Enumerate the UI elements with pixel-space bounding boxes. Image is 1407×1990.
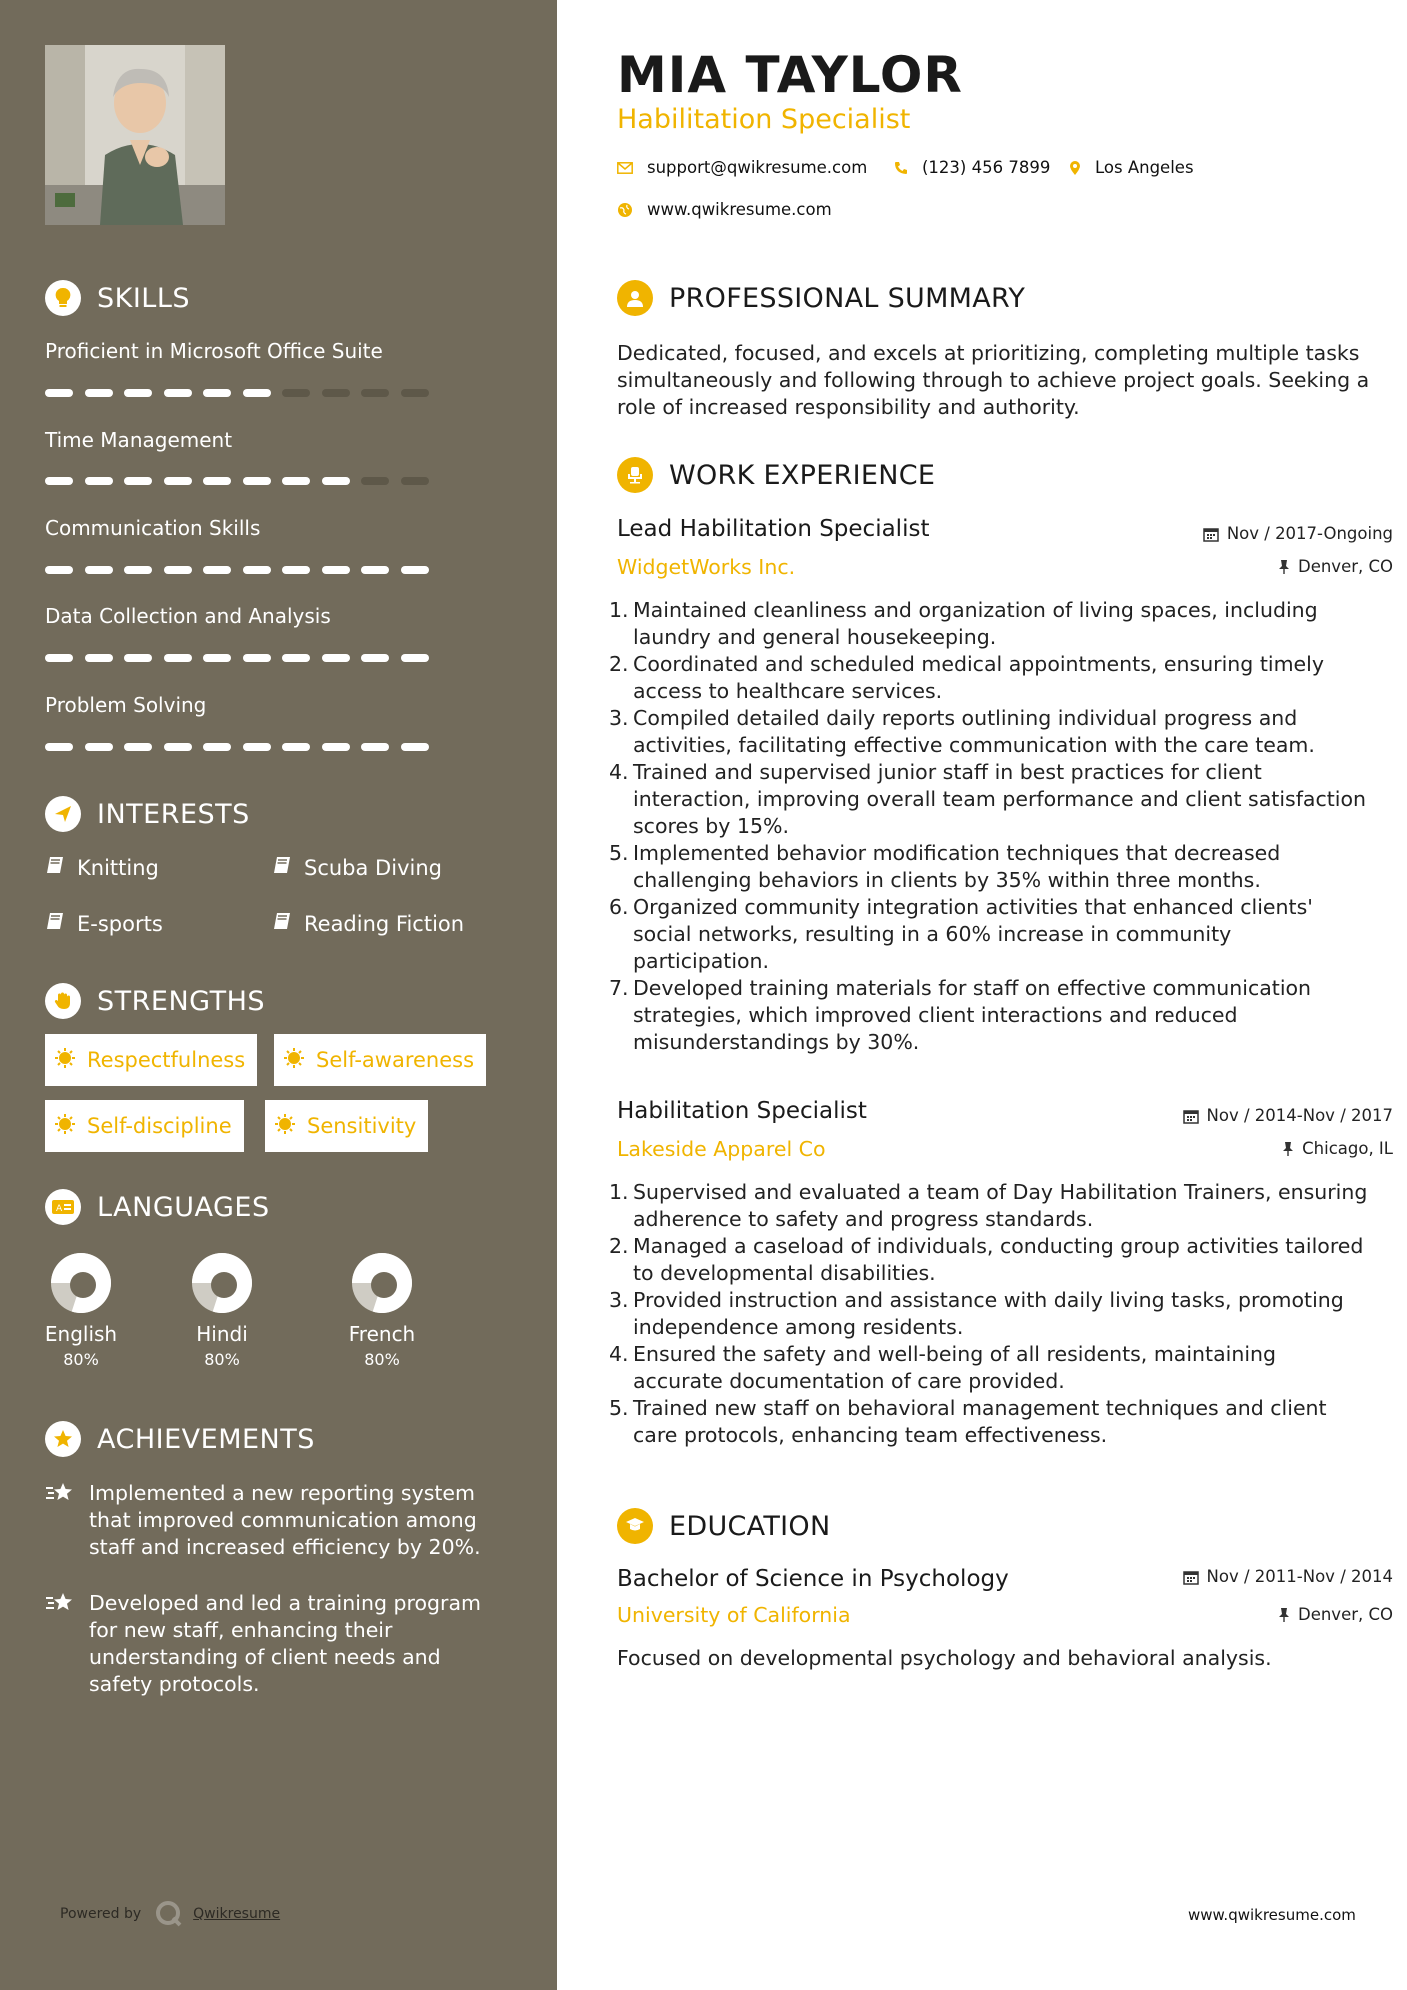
- achievement-item: [45, 1480, 505, 1561]
- bullet-text: Ensured the safety and well-being of all residents, maintaining accurate documentation of care provided.: [633, 1342, 1277, 1393]
- interests-heading: [45, 796, 250, 832]
- bullet-text: Supervised and evaluated a team of Day Habilitation Trainers, ensuring adherence to safety and progress standards.: [633, 1180, 1368, 1231]
- skill-name: Problem Solving: [45, 693, 207, 717]
- language-donut: [48, 1250, 114, 1316]
- skill-dash: [85, 743, 113, 751]
- bullet-number: 4.: [609, 1342, 629, 1366]
- job-bullet: [609, 1341, 1369, 1395]
- hand-icon: [45, 983, 81, 1019]
- skill-dash: [164, 654, 192, 662]
- bullet-number: 7.: [609, 976, 629, 1000]
- phone-icon: [894, 161, 908, 175]
- skill-name: Data Collection and Analysis: [45, 604, 331, 628]
- skill-dash: [361, 566, 389, 574]
- skill-dash: [282, 566, 310, 574]
- skill-dash: [203, 566, 231, 574]
- skill-dash: [203, 477, 231, 485]
- job-dates: [1203, 524, 1393, 543]
- skill-dash: [203, 743, 231, 751]
- interest-label: E-sports: [77, 911, 163, 936]
- achievement-item: [45, 1590, 505, 1698]
- job-location: [1278, 557, 1393, 576]
- job-bullet: [609, 1233, 1369, 1287]
- skill-name: Communication Skills: [45, 516, 261, 540]
- sun-icon: [55, 1114, 75, 1139]
- summary-title: PROFESSIONAL SUMMARY: [669, 282, 1026, 314]
- summary-heading: [617, 280, 1025, 316]
- language-name: English: [44, 1322, 118, 1346]
- school: University of California: [617, 1603, 851, 1627]
- shooting-star-icon: [45, 1480, 77, 1561]
- strength-label: Self-discipline: [87, 1114, 232, 1138]
- job-location-text: Chicago, IL: [1302, 1139, 1393, 1158]
- skill-dash: [45, 743, 73, 751]
- skill-dash: [45, 389, 73, 397]
- skill-dash: [124, 389, 152, 397]
- job-bullet: [609, 1179, 1369, 1233]
- skill-dash: [164, 743, 192, 751]
- skill-bar: [45, 566, 440, 574]
- phone-text: (123) 456 7899: [922, 158, 1051, 177]
- svg-text:A: A: [56, 1204, 63, 1214]
- footer-url[interactable]: www.qwikresume.com: [1188, 1906, 1356, 1924]
- skill-dash: [361, 477, 389, 485]
- job-bullet: [609, 597, 1369, 651]
- skill-dash: [282, 743, 310, 751]
- skill-dash: [322, 389, 350, 397]
- language-name: Hindi: [196, 1322, 248, 1346]
- strength-chip: [45, 1034, 257, 1086]
- skill-dash: [361, 389, 389, 397]
- job-bullets: [609, 1179, 1369, 1449]
- bullet-text: Provided instruction and assistance with daily living tasks, promoting independence among residents.: [633, 1288, 1344, 1339]
- paper-plane-icon: [45, 796, 81, 832]
- shooting-star-icon: [45, 1590, 77, 1698]
- skill-dash: [85, 654, 113, 662]
- interest-label: Knitting: [77, 855, 159, 880]
- skill-dash: [243, 654, 271, 662]
- map-pin-icon: [1069, 160, 1081, 176]
- job-company: WidgetWorks Inc.: [617, 555, 796, 579]
- language-item: [21, 1250, 141, 1369]
- candidate-name: MIA TAYLOR: [617, 46, 963, 104]
- skill-dash: [85, 566, 113, 574]
- calendar-icon: [1203, 526, 1219, 542]
- summary-text: Dedicated, focused, and excels at prioritizing, completing multiple tasks simultaneously and following through to achieve project goals. Seeking a role of increased responsibility and authority.: [617, 341, 1370, 419]
- achievements-title: ACHIEVEMENTS: [97, 1423, 315, 1455]
- bullet-text: Organized community integration activities that enhanced clients' social networks, resulting in a 60% increase in community participation.: [633, 895, 1313, 973]
- bullet-number: 1.: [609, 598, 629, 622]
- language-icon: [45, 1189, 81, 1225]
- language-name: French: [348, 1322, 416, 1346]
- sun-icon: [284, 1048, 304, 1073]
- education-location-text: Denver, CO: [1297, 1605, 1393, 1624]
- donut-hole: [70, 1272, 96, 1298]
- job-company: Lakeside Apparel Co: [617, 1137, 826, 1161]
- sun-icon: [275, 1114, 295, 1139]
- bullet-text: Implemented behavior modification techniques that decreased challenging behaviors in clients by 35% within three months.: [633, 841, 1281, 892]
- skill-dash: [282, 389, 310, 397]
- skill-dash: [45, 566, 73, 574]
- language-donut: [189, 1250, 255, 1316]
- sun-icon: [55, 1048, 75, 1073]
- strength-chip: [45, 1100, 244, 1152]
- job-dates: [1183, 1106, 1393, 1125]
- skill-dash: [361, 654, 389, 662]
- bullet-text: Trained new staff on behavioral management techniques and client care protocols, enhancing team effectiveness.: [633, 1396, 1327, 1447]
- skill-dash: [45, 477, 73, 485]
- bullet-number: 6.: [609, 895, 629, 919]
- skill-dash: [401, 477, 429, 485]
- bullet-number: 3.: [609, 706, 629, 730]
- skill-dash: [85, 389, 113, 397]
- skill-dash: [164, 566, 192, 574]
- skill-dash: [164, 477, 192, 485]
- skill-name: Time Management: [45, 428, 233, 452]
- qwikresume-logo-icon: [155, 1900, 183, 1928]
- skill-dash: [164, 389, 192, 397]
- star-icon: [45, 1421, 81, 1457]
- strengths-heading: [45, 983, 265, 1019]
- languages-title: LANGUAGES: [97, 1191, 270, 1223]
- skill-dash: [322, 743, 350, 751]
- experience-heading: [617, 457, 935, 493]
- location-text: Los Angeles: [1095, 158, 1194, 177]
- contact-website: [617, 200, 832, 219]
- bullet-number: 5.: [609, 1396, 629, 1420]
- job-location: [1282, 1139, 1393, 1158]
- job-bullet: [609, 840, 1369, 894]
- website-text[interactable]: www.qwikresume.com: [647, 200, 832, 219]
- lightbulb-icon: [45, 280, 81, 316]
- bullet-number: 3.: [609, 1288, 629, 1312]
- skill-dash: [124, 477, 152, 485]
- powered-by-label: Powered by: [60, 1906, 142, 1922]
- contact-location: [1069, 158, 1194, 177]
- job-bullet: [609, 1287, 1369, 1341]
- bullet-number: 4.: [609, 760, 629, 784]
- skill-dash: [45, 654, 73, 662]
- education-dates-text: Nov / 2011-Nov / 2014: [1206, 1567, 1393, 1586]
- bullet-number: 2.: [609, 652, 629, 676]
- qwikresume-link[interactable]: Qwikresume: [193, 1906, 281, 1922]
- skill-dash: [322, 477, 350, 485]
- strength-label: Respectfulness: [87, 1048, 246, 1072]
- skill-dash: [203, 654, 231, 662]
- powered-by: [60, 1900, 280, 1928]
- skill-dash: [243, 477, 271, 485]
- pushpin-icon: [1282, 1141, 1294, 1157]
- skill-dash: [243, 743, 271, 751]
- experience-title: WORK EXPERIENCE: [669, 459, 936, 491]
- skill-dash: [282, 654, 310, 662]
- skill-name: Proficient in Microsoft Office Suite: [45, 339, 383, 363]
- bullet-number: 2.: [609, 1234, 629, 1258]
- strength-label: Self-awareness: [316, 1048, 475, 1072]
- strength-chip: [265, 1100, 428, 1152]
- profile-photo: [45, 45, 225, 225]
- skill-bar: [45, 743, 440, 751]
- bullet-text: Coordinated and scheduled medical appointments, ensuring timely access to healthcare services.: [633, 652, 1324, 703]
- skill-bar: [45, 389, 440, 397]
- contact-phone: [894, 158, 1050, 177]
- calendar-icon: [1183, 1108, 1199, 1124]
- bullet-text: Managed a caseload of individuals, conducting group activities tailored to developmental disabilities.: [633, 1234, 1364, 1285]
- language-percent: 80%: [204, 1350, 240, 1369]
- envelope-icon: [617, 162, 633, 174]
- skill-dash: [401, 743, 429, 751]
- candidate-title: Habilitation Specialist: [617, 104, 911, 135]
- interest-item: [45, 911, 163, 936]
- bullet-number: 5.: [609, 841, 629, 865]
- job-bullet: [609, 651, 1369, 705]
- job-bullet: [609, 975, 1369, 1056]
- education-heading: [617, 1508, 830, 1544]
- language-item: [162, 1250, 282, 1369]
- interests-title: INTERESTS: [97, 798, 250, 830]
- language-percent: 80%: [364, 1350, 400, 1369]
- skill-bar: [45, 477, 440, 485]
- job-bullet: [609, 894, 1369, 975]
- briefcase-chair-icon: [617, 457, 653, 493]
- bullet-number: 1.: [609, 1180, 629, 1204]
- achievements-heading: [45, 1421, 315, 1457]
- donut-hole: [211, 1272, 237, 1298]
- book-icon: [45, 855, 65, 880]
- skills-title: SKILLS: [97, 282, 191, 314]
- interest-label: Reading Fiction: [304, 911, 465, 936]
- globe-icon: [617, 202, 633, 218]
- language-item: [322, 1250, 442, 1369]
- book-icon: [272, 911, 292, 936]
- job-bullets: [609, 597, 1369, 1056]
- interest-item: [45, 855, 159, 880]
- job-bullet: [609, 705, 1369, 759]
- achievement-text: Implemented a new reporting system that improved communication among staff and increased efficiency by 20%.: [89, 1481, 481, 1559]
- job-bullet: [609, 1395, 1369, 1449]
- skill-dash: [243, 389, 271, 397]
- user-icon: [617, 280, 653, 316]
- education-location: [1278, 1605, 1393, 1624]
- language-donut: [349, 1250, 415, 1316]
- sidebar: [0, 0, 557, 1990]
- job-dates-text: Nov / 2017-Ongoing: [1226, 524, 1393, 543]
- skill-dash: [203, 389, 231, 397]
- skill-dash: [282, 477, 310, 485]
- book-icon: [45, 911, 65, 936]
- interest-item: [272, 855, 442, 880]
- job-role: Lead Habilitation Specialist: [617, 516, 930, 542]
- achievement-text: Developed and led a training program for new staff, enhancing their understanding of client needs and safety protocols.: [89, 1591, 481, 1696]
- language-percent: 80%: [63, 1350, 99, 1369]
- book-icon: [272, 855, 292, 880]
- strengths-title: STRENGTHS: [97, 985, 266, 1017]
- job-location-text: Denver, CO: [1297, 557, 1393, 576]
- job-dates-text: Nov / 2014-Nov / 2017: [1206, 1106, 1393, 1125]
- skill-dash: [85, 477, 113, 485]
- skills-heading: [45, 280, 190, 316]
- skill-dash: [361, 743, 389, 751]
- skill-dash: [124, 743, 152, 751]
- bullet-text: Trained and supervised junior staff in best practices for client interaction, improving overall team performance and client satisfaction scores by 15%.: [633, 760, 1367, 838]
- email-text[interactable]: support@qwikresume.com: [647, 158, 868, 177]
- education-dates: [1183, 1567, 1393, 1586]
- pushpin-icon: [1278, 1607, 1290, 1623]
- interest-label: Scuba Diving: [304, 855, 442, 880]
- skill-dash: [124, 654, 152, 662]
- education-title: EDUCATION: [669, 1510, 831, 1542]
- degree: Bachelor of Science in Psychology: [617, 1566, 1009, 1592]
- donut-hole: [371, 1272, 397, 1298]
- graduate-icon: [617, 1508, 653, 1544]
- bullet-text: Maintained cleanliness and organization of living spaces, including laundry and general housekeeping.: [633, 598, 1318, 649]
- calendar-icon: [1183, 1569, 1199, 1585]
- skill-bar: [45, 654, 440, 662]
- strength-chip: [274, 1034, 486, 1086]
- job-bullet: [609, 759, 1369, 840]
- skill-dash: [322, 566, 350, 574]
- skill-dash: [322, 654, 350, 662]
- education-description: Focused on developmental psychology and behavioral analysis.: [617, 1646, 1272, 1670]
- bullet-text: Compiled detailed daily reports outlining individual progress and activities, facilitating effective communication with the care team.: [633, 706, 1315, 757]
- skill-dash: [401, 654, 429, 662]
- contact-email: [617, 158, 867, 177]
- skill-dash: [243, 566, 271, 574]
- bullet-text: Developed training materials for staff on effective communication strategies, which improved client interactions and reduced misunderstandings by 30%.: [633, 976, 1312, 1054]
- strength-label: Sensitivity: [307, 1114, 417, 1138]
- skill-dash: [401, 389, 429, 397]
- languages-heading: [45, 1189, 270, 1225]
- pushpin-icon: [1278, 559, 1290, 575]
- skill-dash: [401, 566, 429, 574]
- skill-dash: [124, 566, 152, 574]
- interest-item: [272, 911, 464, 936]
- job-role: Habilitation Specialist: [617, 1098, 867, 1124]
